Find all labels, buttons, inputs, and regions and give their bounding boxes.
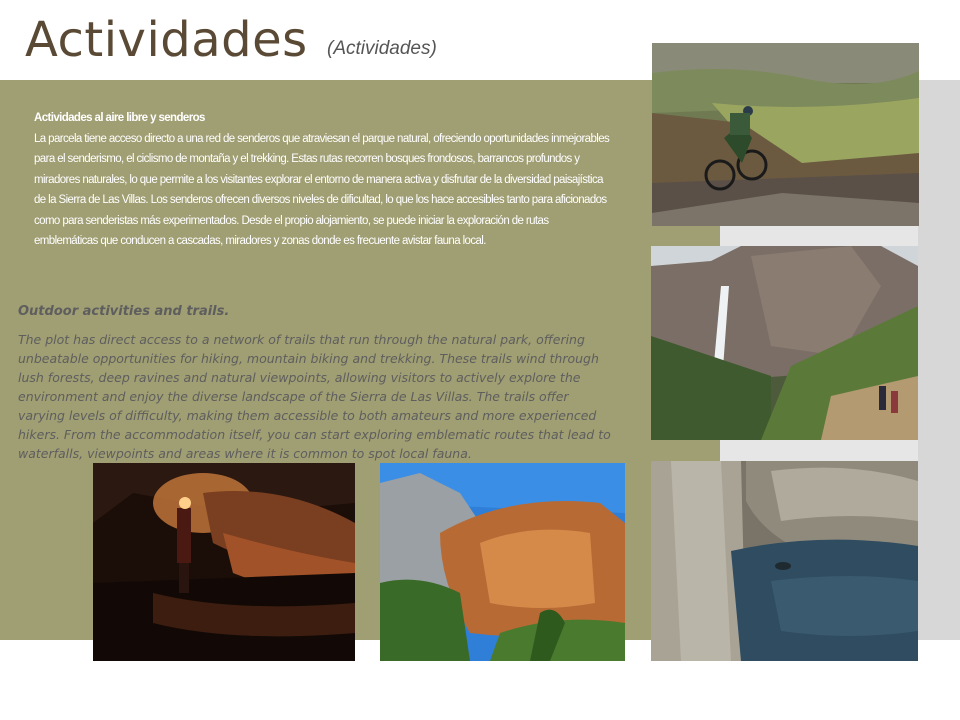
english-text-block xyxy=(18,304,618,462)
photo-waterfall-hikers xyxy=(651,246,918,440)
spanish-body: La parcela tiene acceso directo a una red de senderos que atraviesan el parque natural, ofreciendo oportunidades inmejorables para el senderismo, el ciclismo de montaña y el trekking. Estas rutas recorren bosques frondosos, barrancos profundos y miradores naturales, lo que permite a los visitantes explorar el entorno de manera activa y disfrutar de la diversidad paisajística de la Sierra de Las Villas. Los senderos ofrecen diversos niveles de dificultad, lo que los hace accesibles tanto para aficionados como para senderistas más experimentados. Desde el propio alojamiento, se puede iniciar la exploración de rutas emblemáticas que conducen a cascadas, miradores y zonas donde es frecuente avistar fauna local. xyxy=(34,132,610,247)
spanish-heading: Actividades al aire libre y senderos xyxy=(34,112,205,124)
photo-mountain-biker xyxy=(652,43,919,226)
english-body: The plot has direct access to a network of trails that run through the natural park, offering unbeatable opportunities for hiking, mountain biking and trekking. These trails wind through lush forests, deep ravines and natural viewpoints, allowing visitors to actively explore the environment and enjoy the diverse landscape of the Sierra de Las Villas. The trails offer varying levels of difficulty, making them accessible to both amateurs and more experienced hikers. From the accommodation itself, you can start exploring emblematic routes that lead to waterfalls, viewpoints and areas where it is common to spot local fauna. xyxy=(18,332,611,461)
spanish-text-block xyxy=(34,108,614,252)
gray-side-strip xyxy=(918,80,960,640)
english-heading: Outdoor activities and trails. xyxy=(18,304,230,319)
photo-cave-explorer xyxy=(93,463,355,661)
page-title: Actividades xyxy=(25,12,308,68)
photo-rock-formation xyxy=(380,463,625,661)
page-subtitle: (Actividades) xyxy=(327,38,437,59)
photo-canyon-pool xyxy=(651,461,918,661)
